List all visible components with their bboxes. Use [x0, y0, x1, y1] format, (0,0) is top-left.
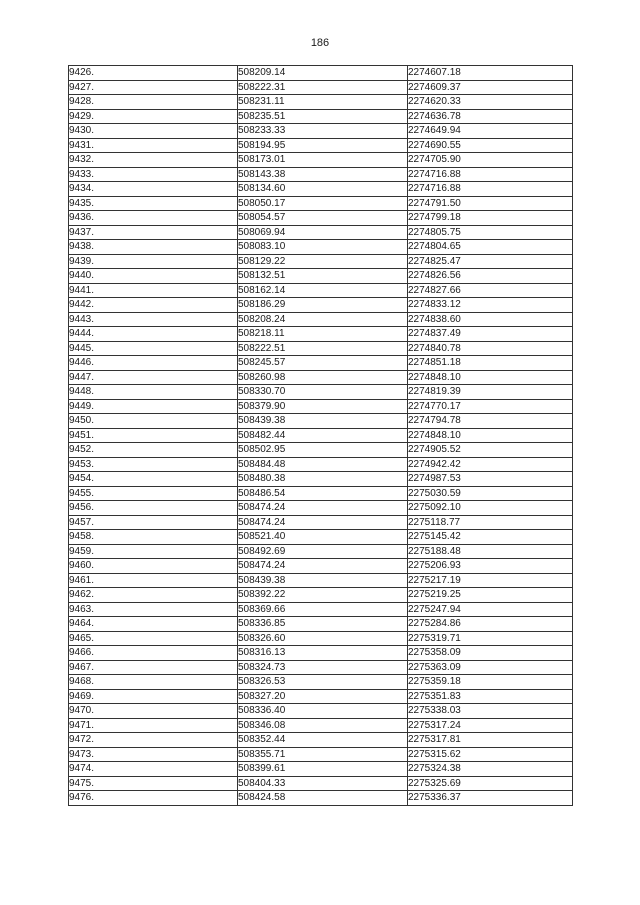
point-number-cell: 9470.	[69, 704, 238, 719]
y-coordinate-cell: 2274636.78	[408, 109, 573, 124]
point-number-cell: 9436.	[69, 211, 238, 226]
point-number-cell: 9431.	[69, 138, 238, 153]
table-row	[69, 341, 573, 356]
y-coordinate-cell: 2274848.10	[408, 370, 573, 385]
y-coordinate-cell: 2275317.81	[408, 733, 573, 748]
x-coordinate-cell: 508369.66	[238, 602, 408, 617]
point-number-cell: 9435.	[69, 196, 238, 211]
y-coordinate-cell: 2275363.09	[408, 660, 573, 675]
point-number-cell: 9457.	[69, 515, 238, 530]
y-coordinate-cell: 2275118.77	[408, 515, 573, 530]
table-row	[69, 631, 573, 646]
x-coordinate-cell: 508231.11	[238, 95, 408, 110]
y-coordinate-cell: 2275338.03	[408, 704, 573, 719]
y-coordinate-cell: 2275219.25	[408, 588, 573, 603]
table-row	[69, 124, 573, 139]
y-coordinate-cell: 2274716.88	[408, 167, 573, 182]
table-row	[69, 689, 573, 704]
point-number-cell: 9459.	[69, 544, 238, 559]
y-coordinate-cell: 2275324.38	[408, 762, 573, 777]
point-number-cell: 9447.	[69, 370, 238, 385]
table-row	[69, 544, 573, 559]
table-row	[69, 472, 573, 487]
y-coordinate-cell: 2275358.09	[408, 646, 573, 661]
y-coordinate-cell: 2274716.88	[408, 182, 573, 197]
point-number-cell: 9440.	[69, 269, 238, 284]
point-number-cell: 9458.	[69, 530, 238, 545]
table-row	[69, 196, 573, 211]
y-coordinate-cell: 2274851.18	[408, 356, 573, 371]
table-row	[69, 776, 573, 791]
point-number-cell: 9446.	[69, 356, 238, 371]
x-coordinate-cell: 508129.22	[238, 254, 408, 269]
x-coordinate-cell: 508173.01	[238, 153, 408, 168]
point-number-cell: 9463.	[69, 602, 238, 617]
coordinates-table	[68, 65, 573, 806]
x-coordinate-cell: 508143.38	[238, 167, 408, 182]
x-coordinate-cell: 508392.22	[238, 588, 408, 603]
point-number-cell: 9467.	[69, 660, 238, 675]
table-row	[69, 225, 573, 240]
x-coordinate-cell: 508474.24	[238, 501, 408, 516]
x-coordinate-cell: 508492.69	[238, 544, 408, 559]
table-row	[69, 399, 573, 414]
coordinates-table-body	[69, 66, 573, 806]
x-coordinate-cell: 508439.38	[238, 414, 408, 429]
table-row	[69, 109, 573, 124]
x-coordinate-cell: 508069.94	[238, 225, 408, 240]
table-row	[69, 95, 573, 110]
table-row	[69, 443, 573, 458]
y-coordinate-cell: 2274705.90	[408, 153, 573, 168]
y-coordinate-cell: 2274620.33	[408, 95, 573, 110]
x-coordinate-cell: 508208.24	[238, 312, 408, 327]
y-coordinate-cell: 2274791.50	[408, 196, 573, 211]
y-coordinate-cell: 2274770.17	[408, 399, 573, 414]
x-coordinate-cell: 508399.61	[238, 762, 408, 777]
table-row	[69, 138, 573, 153]
x-coordinate-cell: 508346.08	[238, 718, 408, 733]
table-row	[69, 762, 573, 777]
point-number-cell: 9434.	[69, 182, 238, 197]
table-row	[69, 283, 573, 298]
x-coordinate-cell: 508233.33	[238, 124, 408, 139]
table-row	[69, 791, 573, 806]
y-coordinate-cell: 2275351.83	[408, 689, 573, 704]
point-number-cell: 9427.	[69, 80, 238, 95]
table-row	[69, 573, 573, 588]
y-coordinate-cell: 2274840.78	[408, 341, 573, 356]
y-coordinate-cell: 2275319.71	[408, 631, 573, 646]
table-row	[69, 559, 573, 574]
page-number: 186	[310, 37, 330, 49]
x-coordinate-cell: 508404.33	[238, 776, 408, 791]
table-row	[69, 370, 573, 385]
table-row	[69, 385, 573, 400]
y-coordinate-cell: 2275325.69	[408, 776, 573, 791]
y-coordinate-cell: 2275092.10	[408, 501, 573, 516]
point-number-cell: 9429.	[69, 109, 238, 124]
x-coordinate-cell: 508326.53	[238, 675, 408, 690]
point-number-cell: 9433.	[69, 167, 238, 182]
y-coordinate-cell: 2274826.56	[408, 269, 573, 284]
y-coordinate-cell: 2274942.42	[408, 457, 573, 472]
x-coordinate-cell: 508336.40	[238, 704, 408, 719]
point-number-cell: 9472.	[69, 733, 238, 748]
point-number-cell: 9445.	[69, 341, 238, 356]
table-row	[69, 167, 573, 182]
y-coordinate-cell: 2275359.18	[408, 675, 573, 690]
y-coordinate-cell: 2274607.18	[408, 66, 573, 81]
y-coordinate-cell: 2275206.93	[408, 559, 573, 574]
table-row	[69, 240, 573, 255]
point-number-cell: 9460.	[69, 559, 238, 574]
table-row	[69, 414, 573, 429]
x-coordinate-cell: 508194.95	[238, 138, 408, 153]
y-coordinate-cell: 2274827.66	[408, 283, 573, 298]
point-number-cell: 9476.	[69, 791, 238, 806]
x-coordinate-cell: 508260.98	[238, 370, 408, 385]
x-coordinate-cell: 508521.40	[238, 530, 408, 545]
table-row	[69, 486, 573, 501]
y-coordinate-cell: 2274833.12	[408, 298, 573, 313]
x-coordinate-cell: 508330.70	[238, 385, 408, 400]
point-number-cell: 9437.	[69, 225, 238, 240]
y-coordinate-cell: 2274848.10	[408, 428, 573, 443]
y-coordinate-cell: 2275247.94	[408, 602, 573, 617]
y-coordinate-cell: 2275336.37	[408, 791, 573, 806]
x-coordinate-cell: 508050.17	[238, 196, 408, 211]
x-coordinate-cell: 508054.57	[238, 211, 408, 226]
x-coordinate-cell: 508083.10	[238, 240, 408, 255]
table-row	[69, 660, 573, 675]
point-number-cell: 9465.	[69, 631, 238, 646]
x-coordinate-cell: 508326.60	[238, 631, 408, 646]
y-coordinate-cell: 2274905.52	[408, 443, 573, 458]
table-row	[69, 254, 573, 269]
x-coordinate-cell: 508502.95	[238, 443, 408, 458]
table-row	[69, 80, 573, 95]
x-coordinate-cell: 508316.13	[238, 646, 408, 661]
x-coordinate-cell: 508209.14	[238, 66, 408, 81]
y-coordinate-cell: 2274799.18	[408, 211, 573, 226]
point-number-cell: 9448.	[69, 385, 238, 400]
y-coordinate-cell: 2274690.55	[408, 138, 573, 153]
table-row	[69, 356, 573, 371]
point-number-cell: 9428.	[69, 95, 238, 110]
table-row	[69, 312, 573, 327]
point-number-cell: 9439.	[69, 254, 238, 269]
point-number-cell: 9454.	[69, 472, 238, 487]
table-row	[69, 602, 573, 617]
x-coordinate-cell: 508474.24	[238, 515, 408, 530]
point-number-cell: 9464.	[69, 617, 238, 632]
x-coordinate-cell: 508186.29	[238, 298, 408, 313]
table-row	[69, 617, 573, 632]
x-coordinate-cell: 508327.20	[238, 689, 408, 704]
point-number-cell: 9462.	[69, 588, 238, 603]
point-number-cell: 9430.	[69, 124, 238, 139]
point-number-cell: 9438.	[69, 240, 238, 255]
y-coordinate-cell: 2274649.94	[408, 124, 573, 139]
y-coordinate-cell: 2274819.39	[408, 385, 573, 400]
table-row	[69, 428, 573, 443]
table-row	[69, 588, 573, 603]
point-number-cell: 9451.	[69, 428, 238, 443]
point-number-cell: 9443.	[69, 312, 238, 327]
y-coordinate-cell: 2275284.86	[408, 617, 573, 632]
x-coordinate-cell: 508484.48	[238, 457, 408, 472]
point-number-cell: 9474.	[69, 762, 238, 777]
y-coordinate-cell: 2274805.75	[408, 225, 573, 240]
point-number-cell: 9468.	[69, 675, 238, 690]
x-coordinate-cell: 508480.38	[238, 472, 408, 487]
y-coordinate-cell: 2275317.24	[408, 718, 573, 733]
x-coordinate-cell: 508486.54	[238, 486, 408, 501]
y-coordinate-cell: 2274837.49	[408, 327, 573, 342]
table-row	[69, 153, 573, 168]
point-number-cell: 9471.	[69, 718, 238, 733]
table-row	[69, 211, 573, 226]
x-coordinate-cell: 508245.57	[238, 356, 408, 371]
table-row	[69, 646, 573, 661]
x-coordinate-cell: 508218.11	[238, 327, 408, 342]
x-coordinate-cell: 508222.31	[238, 80, 408, 95]
x-coordinate-cell: 508324.73	[238, 660, 408, 675]
table-row	[69, 733, 573, 748]
table-row	[69, 747, 573, 762]
x-coordinate-cell: 508162.14	[238, 283, 408, 298]
x-coordinate-cell: 508474.24	[238, 559, 408, 574]
table-row	[69, 457, 573, 472]
x-coordinate-cell: 508355.71	[238, 747, 408, 762]
table-row	[69, 327, 573, 342]
x-coordinate-cell: 508482.44	[238, 428, 408, 443]
table-row	[69, 269, 573, 284]
y-coordinate-cell: 2275315.62	[408, 747, 573, 762]
x-coordinate-cell: 508439.38	[238, 573, 408, 588]
y-coordinate-cell: 2274794.78	[408, 414, 573, 429]
point-number-cell: 9452.	[69, 443, 238, 458]
point-number-cell: 9426.	[69, 66, 238, 81]
point-number-cell: 9450.	[69, 414, 238, 429]
x-coordinate-cell: 508424.58	[238, 791, 408, 806]
point-number-cell: 9449.	[69, 399, 238, 414]
point-number-cell: 9473.	[69, 747, 238, 762]
x-coordinate-cell: 508235.51	[238, 109, 408, 124]
point-number-cell: 9444.	[69, 327, 238, 342]
table-row	[69, 501, 573, 516]
y-coordinate-cell: 2274804.65	[408, 240, 573, 255]
y-coordinate-cell: 2274838.60	[408, 312, 573, 327]
y-coordinate-cell: 2274987.53	[408, 472, 573, 487]
y-coordinate-cell: 2275030.59	[408, 486, 573, 501]
point-number-cell: 9475.	[69, 776, 238, 791]
point-number-cell: 9432.	[69, 153, 238, 168]
x-coordinate-cell: 508352.44	[238, 733, 408, 748]
point-number-cell: 9469.	[69, 689, 238, 704]
table-row	[69, 515, 573, 530]
point-number-cell: 9441.	[69, 283, 238, 298]
point-number-cell: 9466.	[69, 646, 238, 661]
table-row	[69, 704, 573, 719]
point-number-cell: 9455.	[69, 486, 238, 501]
point-number-cell: 9461.	[69, 573, 238, 588]
point-number-cell: 9453.	[69, 457, 238, 472]
y-coordinate-cell: 2275217.19	[408, 573, 573, 588]
y-coordinate-cell: 2275145.42	[408, 530, 573, 545]
x-coordinate-cell: 508222.51	[238, 341, 408, 356]
x-coordinate-cell: 508132.51	[238, 269, 408, 284]
table-row	[69, 530, 573, 545]
point-number-cell: 9442.	[69, 298, 238, 313]
x-coordinate-cell: 508134.60	[238, 182, 408, 197]
y-coordinate-cell: 2274609.37	[408, 80, 573, 95]
point-number-cell: 9456.	[69, 501, 238, 516]
table-row	[69, 675, 573, 690]
x-coordinate-cell: 508379.90	[238, 399, 408, 414]
table-row	[69, 66, 573, 81]
x-coordinate-cell: 508336.85	[238, 617, 408, 632]
y-coordinate-cell: 2274825.47	[408, 254, 573, 269]
table-row	[69, 298, 573, 313]
table-row	[69, 718, 573, 733]
y-coordinate-cell: 2275188.48	[408, 544, 573, 559]
table-row	[69, 182, 573, 197]
